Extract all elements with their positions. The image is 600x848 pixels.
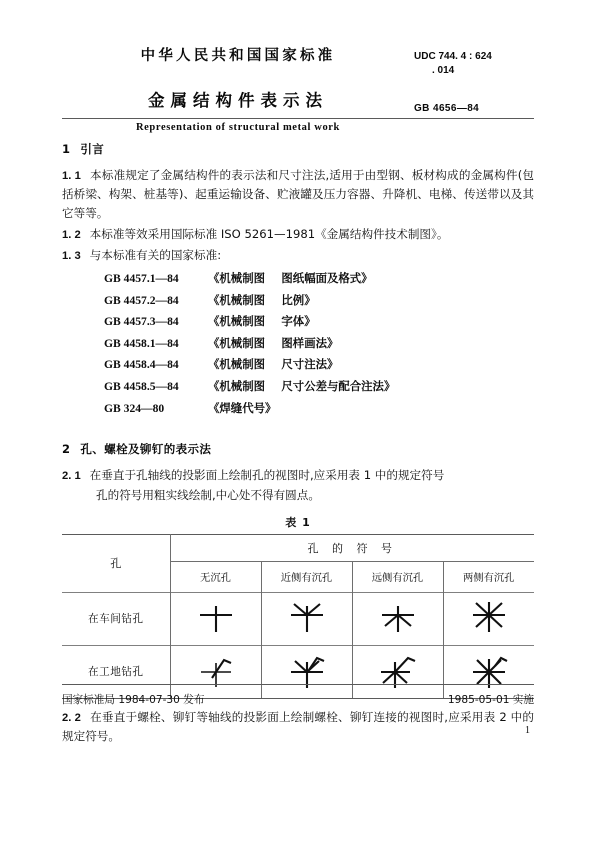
national-standard-heading: 中华人民共和国国家标准 xyxy=(140,48,336,64)
udc-code-line1: UDC 744. 4 : 624 xyxy=(414,51,492,62)
bracket-open: 《 xyxy=(208,292,220,307)
bracket-close: 》 xyxy=(304,314,316,329)
document-title-cn: 金属结构件表示法 xyxy=(148,91,328,110)
bracket-close: 》 xyxy=(361,270,373,285)
clause-1-2-number: 1. 2 xyxy=(62,228,81,241)
table-1-hole-symbols xyxy=(62,534,534,699)
standard-code: GB 4457.1—84 xyxy=(104,271,179,285)
bracket-open: 《 xyxy=(208,400,220,415)
bracket-open: 《 xyxy=(208,335,220,350)
footer-divider xyxy=(62,684,534,685)
standard-category: 机械制图 xyxy=(219,292,265,307)
clause-1-1 xyxy=(62,166,534,223)
list-item xyxy=(104,376,534,398)
clause-2-2-number: 2. 2 xyxy=(62,711,81,724)
table-header-near-countersink: 近侧有沉孔 xyxy=(261,561,352,592)
symbol-cell xyxy=(261,592,352,645)
standard-subject: 尺寸公差与配合注法 xyxy=(281,379,384,394)
cross-near-countersink-icon xyxy=(279,597,335,641)
footer-row xyxy=(62,692,534,707)
standard-code: GB 4457.3—84 xyxy=(104,315,179,329)
clause-2-1 xyxy=(62,466,534,485)
clause-1-3-text: 与本标准有关的国家标准: xyxy=(89,247,222,262)
clause-1-3 xyxy=(62,246,534,265)
standard-name xyxy=(208,314,316,328)
related-standards-list xyxy=(62,268,534,419)
bracket-open: 《 xyxy=(208,314,220,329)
clause-1-1-number: 1. 1 xyxy=(62,170,81,182)
list-item xyxy=(104,311,534,333)
standard-code: GB 324—80 xyxy=(104,401,165,415)
clause-1-2 xyxy=(62,225,534,244)
section-2-number: 2 xyxy=(62,442,71,457)
table-header-both-countersink: 两侧有沉孔 xyxy=(443,561,534,592)
page-content xyxy=(62,0,534,745)
bracket-close: 》 xyxy=(326,335,339,350)
table-header-row-1 xyxy=(62,534,534,561)
standard-code: GB 4458.4—84 xyxy=(104,358,179,372)
standard-code: GB 4458.1—84 xyxy=(104,336,179,350)
standard-name xyxy=(208,293,316,307)
table-header-hole: 孔 xyxy=(62,534,170,592)
bracket-close: 》 xyxy=(383,379,396,394)
standard-name xyxy=(208,336,338,350)
bracket-open: 《 xyxy=(208,379,220,394)
standard-code: GB 4457.2—84 xyxy=(104,293,179,307)
standard-name xyxy=(208,401,276,415)
standard-name xyxy=(208,379,395,393)
symbol-cell xyxy=(443,592,534,645)
bracket-close: 》 xyxy=(304,292,316,307)
section-1-heading xyxy=(62,141,534,157)
standard-category: 机械制图 xyxy=(219,357,265,372)
clause-2-2-text: 在垂直于螺栓、铆钉等轴线的投影面上绘制螺栓、铆钉连接的视图时,应采用表 2 中的规定符号。 xyxy=(62,709,534,743)
table-1-caption: 表 1 xyxy=(285,515,311,529)
symbol-cell xyxy=(352,592,443,645)
row-label-site-drilled: 在工地钻孔 xyxy=(62,645,170,698)
list-item xyxy=(104,354,534,376)
masthead-divider xyxy=(62,118,534,119)
standard-category: 机械制图 xyxy=(219,379,265,394)
clause-2-1-line1: 在垂直于孔轴线的投影面上绘制孔的视图时,应采用表 1 中的规定符号 xyxy=(89,468,445,483)
udc-code-line2: . 014 xyxy=(432,64,455,76)
cross-far-countersink-icon xyxy=(370,597,426,641)
clause-2-1-line2: 孔的符号用粗实线绘制,中心处不得有圆点。 xyxy=(96,487,320,502)
standard-subject: 图样画法 xyxy=(281,335,327,350)
standard-subject: 比例 xyxy=(281,292,305,307)
section-2-title: 孔、螺栓及铆钉的表示法 xyxy=(80,442,212,457)
page-footer xyxy=(62,684,534,736)
standard-category: 机械制图 xyxy=(219,335,265,350)
footer-effective-date: 1985-05-01 实施 xyxy=(447,694,534,706)
row-label-workshop-drilled: 在车间钻孔 xyxy=(62,592,170,645)
bracket-open: 《 xyxy=(208,357,220,372)
table-row xyxy=(62,592,534,645)
clause-2-1-number: 2. 1 xyxy=(62,470,81,483)
list-item xyxy=(104,290,534,312)
standard-name xyxy=(208,357,338,371)
section-1-title: 引言 xyxy=(80,142,105,156)
standard-subject: 尺寸注法 xyxy=(281,357,327,372)
bracket-close: 》 xyxy=(326,357,339,372)
clause-1-2-text: 本标准等效采用国际标准 ISO 5261—1981《金属结构件技术制图》。 xyxy=(89,226,449,241)
footer-issuer: 国家标准局 1984-07-30 发布 xyxy=(62,694,205,706)
cross-both-countersink-icon xyxy=(461,597,517,641)
table-header-far-countersink: 远侧有沉孔 xyxy=(352,561,443,592)
standard-category: 焊缝代号 xyxy=(219,400,265,415)
standard-subject: 字体 xyxy=(281,314,305,329)
page-number: 1 xyxy=(525,725,530,736)
standard-code: GB 4458.5—84 xyxy=(104,380,179,394)
bracket-close: 》 xyxy=(264,400,277,415)
gb-standard-number: GB 4656—84 xyxy=(414,103,480,114)
table-header-no-countersink: 无沉孔 xyxy=(170,561,261,592)
section-2-heading xyxy=(62,441,534,457)
clause-1-3-number: 1. 3 xyxy=(62,249,81,262)
standard-name xyxy=(208,271,373,285)
standard-codes xyxy=(414,50,534,116)
masthead xyxy=(62,0,534,133)
list-item xyxy=(104,398,534,420)
list-item xyxy=(104,268,534,290)
document-title-en: Representation of structural metal work xyxy=(135,122,340,133)
table-header-hole-symbols: 孔 的 符 号 xyxy=(170,534,534,561)
list-item xyxy=(104,333,534,355)
bracket-open: 《 xyxy=(208,270,220,285)
standard-category: 机械制图 xyxy=(219,314,265,329)
cross-plain-icon xyxy=(188,597,244,641)
section-1-number: 1 xyxy=(62,142,71,156)
symbol-cell xyxy=(170,592,261,645)
standard-category: 机械制图 xyxy=(219,270,265,285)
standard-subject: 图纸幅面及格式 xyxy=(281,270,362,285)
clause-1-1-text: 本标准规定了金属结构件的表示法和尺寸注法,适用于由型钢、板材构成的金属构件(包括桥梁、构架、桩基等)、起重运输设备、贮液罐及压力容器、升降机、电梯、传送带以及其它等等。 xyxy=(62,168,534,220)
